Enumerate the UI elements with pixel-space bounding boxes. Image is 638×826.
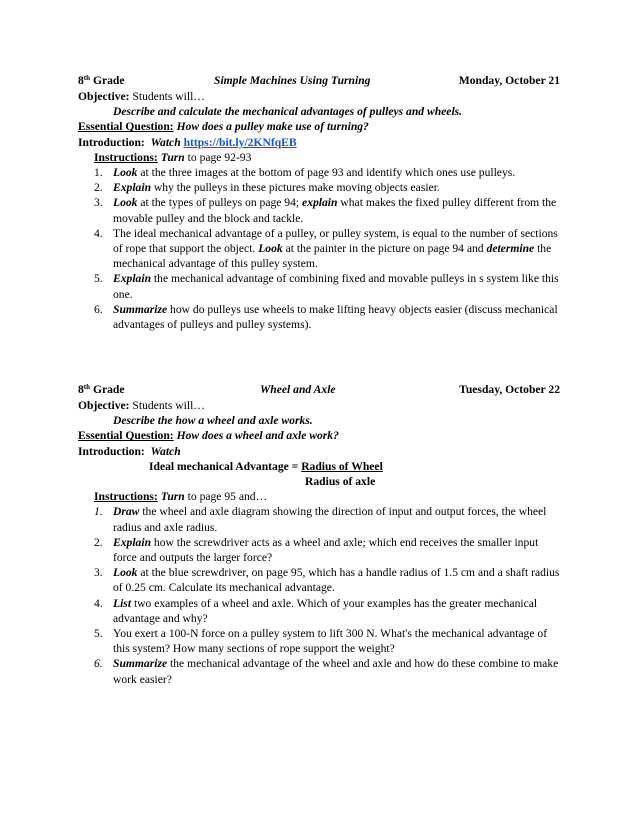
lesson-title: Wheel and Axle [260, 383, 336, 396]
instruction-list [78, 165, 560, 332]
list-item: 4. The ideal mechanical advantage of a pulley, or pulley system, is equal to the number of sections of rope that support the object. Look at the painter in the picture on page 94 and determine the mechanical advantage of this pulley system. [94, 226, 558, 271]
list-item: 4. List two examples of a wheel and axle. Which of your examples has the greater mechanical advantage and why? [94, 596, 538, 625]
list-item: 3. Look at the types of pulleys on page 94; explain what makes the fixed pulley different from the movable pulley and the block and tackle. [94, 196, 557, 225]
list-item: 1. Draw the wheel and axle diagram showing the direction of input and output forces, the wheel radius and axle radius. [94, 505, 547, 534]
lesson-date: Tuesday, October 22 [459, 383, 560, 396]
list-item: 2. Explain how the screwdriver acts as a wheel and axle; which end receives the smaller input force and outputs the larger force? [94, 535, 539, 565]
lesson-1 [78, 73, 560, 332]
instructions: Instructions: Turn to page 95 and… [94, 490, 268, 504]
formula-numerator: Radius of Wheel [301, 459, 383, 473]
list-item: 1. Look at the three images at the bottom of page 93 and identify which ones use pulleys. [94, 166, 516, 180]
lesson-title: Simple Machines Using Turning [214, 74, 371, 87]
introduction: Introduction: Watch [78, 444, 181, 458]
grade-label: 8th Grade [78, 74, 125, 87]
lesson-header [78, 73, 560, 89]
essential-question: Essential Question: How does a pulley make use of turning? [78, 120, 369, 134]
objective-detail: Describe and calculate the mechanical advantages of pulleys and wheels. [113, 105, 463, 119]
introduction: Introduction: Watch https://bit.ly/2KNfqEB [78, 135, 297, 149]
objective: Objective: Students will… [78, 90, 205, 103]
formula-denominator: Radius of axle [305, 475, 376, 489]
list-item: 6. Summarize the mechanical advantage of the wheel and axle and how do these combine to make work easier? [94, 657, 559, 686]
list-item: 5. You exert a 100-N force on a pulley system to lift 300 N. What's the mechanical advantage of this system? How many sections of rope support the weight? [94, 627, 548, 656]
intro-video-link[interactable]: https://bit.ly/2KNfqEB [183, 135, 297, 149]
lesson-date: Monday, October 21 [458, 74, 560, 87]
instruction-list [78, 504, 560, 686]
grade-label: 8th Grade [78, 383, 125, 396]
list-item: 3. Look at the blue screwdriver, on page 95, which has a handle radius of 1.5 cm and a shaft radius of 0.25 cm. Calculate its mechanical advantage. [94, 566, 560, 595]
instructions: Instructions: Turn to page 92-93 [94, 150, 252, 164]
lesson-header [78, 382, 560, 398]
formula-numerator-line: Ideal mechanical Advantage = Radius of Wheel [149, 459, 383, 473]
objective: Objective: Students will… [78, 399, 205, 412]
lesson-2 [78, 382, 560, 687]
essential-question: Essential Question: How does a wheel and axle work? [78, 429, 339, 443]
list-item: 2. Explain why the pulleys in these pictures make moving objects easier. [94, 181, 440, 195]
list-item: 6. Summarize how do pulleys use wheels to make lifting heavy objects easier (discuss mechanical advantages of pulleys and pulley systems). [94, 302, 558, 332]
list-item: 5. Explain the mechanical advantage of combining fixed and movable pulleys in s system like this one. [94, 272, 559, 301]
objective-detail: Describe the how a wheel and axle works. [113, 414, 313, 428]
